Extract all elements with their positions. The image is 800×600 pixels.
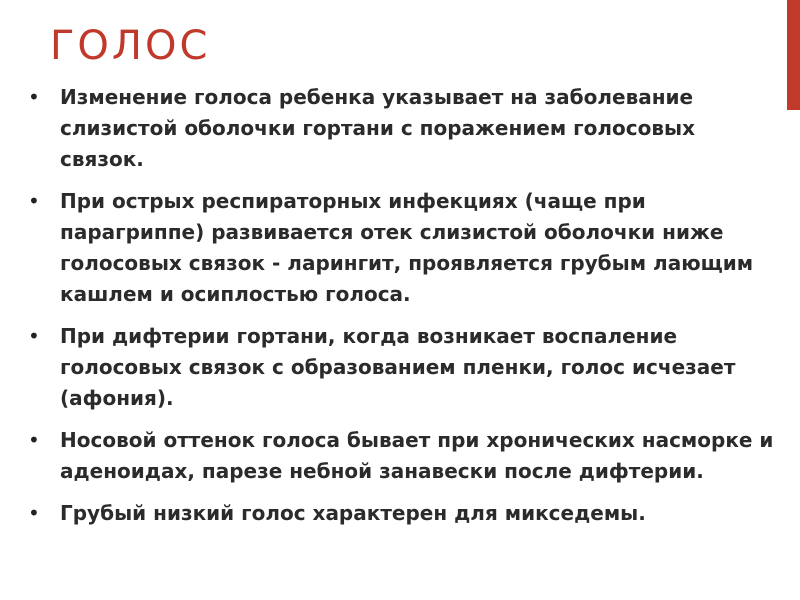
bullet-text: Изменение голоса ребенка указывает на заболевание слизистой оболочки гортани с поражением голосовых связок. [60,85,695,171]
list-item [28,425,783,487]
bullet-icon: • [28,501,40,525]
list-item [28,498,783,529]
slide-title: ГОЛОС [50,23,211,69]
accent-bar [787,0,800,110]
list-item [28,186,783,310]
bullet-list [28,82,783,540]
bullet-icon: • [28,428,40,452]
list-item [28,321,783,414]
bullet-icon: • [28,189,40,213]
bullet-text: При острых респираторных инфекциях (чаще при парагриппе) развивается отек слизистой оболочки ниже голосовых связок - ларингит, проявляется грубым лающим кашлем и осиплостью голоса. [60,189,754,306]
bullet-text: Носовой оттенок голоса бывает при хронических насморке и аденоидах, парезе небной занавески после дифтерии. [60,428,774,483]
bullet-text: При дифтерии гортани, когда возникает воспаление голосовых связок с образованием пленки, голос исчезает (афония). [60,324,736,410]
bullet-icon: • [28,324,40,348]
bullet-text: Грубый низкий голос характерен для микседемы. [60,501,646,525]
list-item [28,82,783,175]
bullet-icon: • [28,85,40,109]
